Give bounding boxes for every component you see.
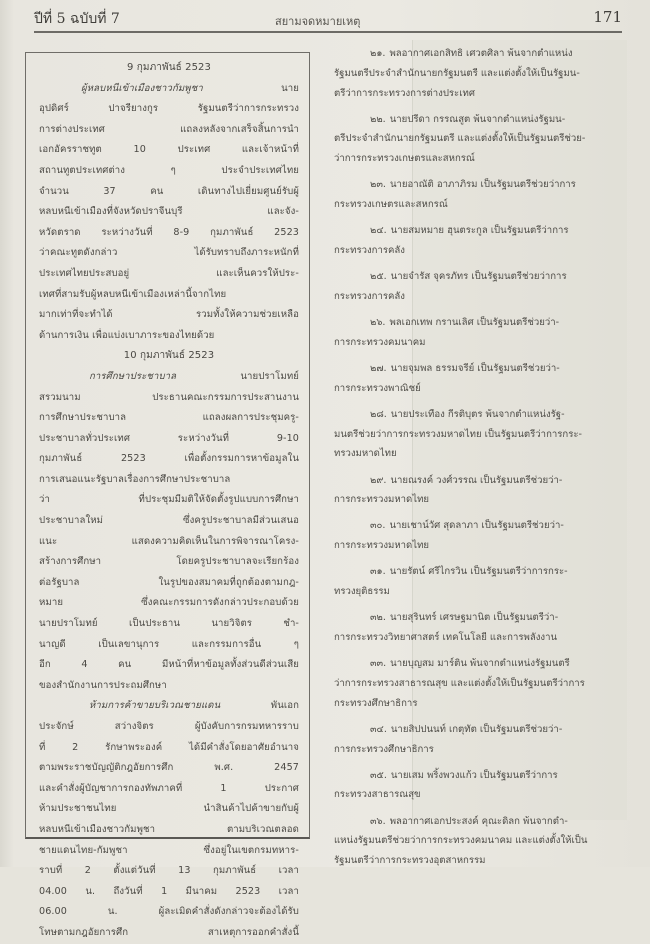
text-line <box>334 490 626 510</box>
item-number: ๓๖. <box>370 815 386 827</box>
line-text: พันเอก <box>270 700 299 712</box>
item-number: ๒๓. <box>370 179 386 191</box>
line-text: ของสำนักงานการประถมศึกษา <box>39 679 167 691</box>
line-text: 04.00 น. ถึงวันที่ 1 มีนาคม 2523 เวลา <box>39 885 299 897</box>
text-line <box>39 799 299 820</box>
line-text: กระทรวงการคลัง <box>334 290 405 302</box>
cabinet-appointments-list <box>334 44 626 877</box>
text-line <box>39 676 299 697</box>
appointment-item <box>334 654 626 713</box>
item-number: ๓๑. <box>370 566 386 578</box>
line-text: นายสุรินทร์ เศรษฐมานิต เป็นรัฐมนตรีว่า- <box>389 612 559 624</box>
line-text: นายเสม พริ้งพวงแก้ว เป็นรัฐมนตรีว่าการ <box>390 769 558 781</box>
text-line <box>334 110 626 130</box>
text-line <box>334 64 626 84</box>
line-text: ประจักษ์ สว่างจิตร ผู้บังคับการกรมทหารราบ <box>39 721 299 732</box>
text-line <box>334 536 626 556</box>
line-text: หลบหนีเข้าเมืองที่จังหวัดปราจีนบุรี และจัง- <box>39 206 299 218</box>
line-text: นายปราโมทย์ เป็นประธาน นายวิจิตร ชำ- <box>39 618 299 630</box>
text-line <box>39 367 299 388</box>
text-line <box>39 882 299 903</box>
text-line <box>334 129 626 149</box>
line-text: การกระทรวงพาณิชย์ <box>334 382 421 394</box>
line-text: ว่า ที่ประชุมมีมติให้จัดตั้งรูปแบบการศึกษา <box>39 494 299 506</box>
text-line <box>39 408 299 429</box>
text-line <box>334 175 626 195</box>
item-number: ๒๙. <box>370 474 387 486</box>
line-text: ประเทศไทยประสบอยู่ และเห็นควรให้ประ- <box>39 267 299 279</box>
line-text: ว่าการกระทรวงสาธารณสุข และแต่งตั้งให้เป็นรัฐมนตรีว่าการ <box>334 677 585 689</box>
line-text: นายรัตน์ ศรีไกรวิน เป็นรัฐมนตรีว่าการกระ- <box>389 566 568 578</box>
line-text: เอกอัครราชทูต 10 ประเทศ และเจ้าหน้าที่ <box>39 144 299 156</box>
text-line <box>334 471 626 491</box>
line-text: มนตรีช่วยว่าการกระทรวงมหาดไทย เป็นรัฐมนตรีว่าการกระ- <box>334 428 582 440</box>
line-text: ประชาบาลใหม่ ซึ่งครูประชาบาลมีส่วนเสนอ <box>39 515 299 527</box>
line-text: อุปดิศร์ ปาจรียางกูร รัฐมนตรีว่าการกระทรวง <box>39 103 299 115</box>
text-line <box>334 720 626 740</box>
entry-date: 10 กุมภาพันธ์ 2523 <box>123 350 215 362</box>
line-text: ทรวงมหาดไทย <box>334 448 397 460</box>
issue-label: ปีที่ 5 ฉบับที่ 7 <box>34 11 120 27</box>
item-number: ๓๐. <box>370 520 386 532</box>
text-line <box>39 532 299 553</box>
text-line <box>334 740 626 760</box>
item-number: ๒๒. <box>370 113 386 125</box>
text-line <box>39 614 299 635</box>
text-line <box>334 674 626 694</box>
text-line <box>39 223 299 244</box>
text-line <box>39 593 299 614</box>
line-text: การศึกษาประชาบาล แถลงผลการประชุมครู- <box>39 412 299 424</box>
text-line <box>39 243 299 264</box>
appointment-item <box>334 608 626 648</box>
text-line <box>39 758 299 779</box>
header-rule <box>34 31 622 33</box>
text-line <box>39 470 299 491</box>
text-line <box>39 696 299 717</box>
appointment-item <box>334 766 626 806</box>
line-text: จำนวน 37 คน เดินทางไปเยี่ยมศูนย์รับผู้ <box>39 185 299 197</box>
text-line <box>334 287 626 307</box>
text-line <box>334 359 626 379</box>
line-text: นายอาณัติ อาภาภิรม เป็นรัฐมนตรีช่วยว่าการ <box>389 179 576 191</box>
text-line <box>334 851 626 871</box>
line-text: นายจำรัส จุครภัทร เป็นรัฐมนตรีช่วยว่าการ <box>390 271 567 283</box>
text-line <box>334 628 626 648</box>
line-text: การต่างประเทศ แถลงหลังจากเสร็จสิ้นการนำ <box>39 123 299 135</box>
text-line <box>334 608 626 628</box>
line-text: หลบหนีเข้าเมืองชาวกัมพูชา ตามบริเวณตลอด <box>39 823 299 835</box>
line-text: นายเชาน์วัศ สุดลาภา เป็นรัฐมนตรีช่วยว่า- <box>389 520 564 532</box>
line-text: การเสนอแนะรัฐบาลเรื่องการศึกษาประชาบาล <box>39 473 231 485</box>
text-line <box>39 552 299 573</box>
text-line <box>39 449 299 470</box>
line-text: พลเอกเทพ กรานเลิศ เป็นรัฐมนตรีช่วยว่า- <box>389 317 560 329</box>
text-line <box>334 267 626 287</box>
text-line <box>334 444 626 464</box>
line-text: สถานทูตประเทศต่าง ๆ ประจำประเทศไทย <box>39 164 299 176</box>
text-line <box>39 841 299 862</box>
text-line <box>334 44 626 64</box>
text-line <box>334 766 626 786</box>
line-text: ทรวงยุติธรรม <box>334 586 390 598</box>
text-line <box>39 264 299 285</box>
text-line <box>334 694 626 714</box>
line-text: นาย <box>281 82 299 94</box>
line-text: พลอากาศเอกสิทธิ เศวตศิลา พ้นจากตำแหน่ง <box>389 48 573 59</box>
text-line <box>39 285 299 306</box>
line-text: หมาย ซึ่งคณะกรรมการดังกล่าวประกอบด้วย <box>39 597 299 609</box>
appointment-item <box>334 359 626 399</box>
appointment-item <box>334 110 626 169</box>
publication-title: สยามจดหมายเหตุ <box>275 15 361 28</box>
text-line <box>39 820 299 841</box>
line-text: การกระทรวงมหาดไทย <box>334 540 430 552</box>
line-text: ที่ 2 รักษาพระองค์ ได้มีคำสั่งโดยอาศัยอำนาจ <box>39 741 299 753</box>
line-text: ห้ามประชาชนไทย นำสินค้าไปค้าขายกับผู้ <box>39 803 299 815</box>
line-text: นายปรีดา กรรณสูต พ้นจากตำแหน่งรัฐมน- <box>389 113 566 125</box>
page-number: 171 <box>593 8 622 26</box>
text-line <box>39 635 299 656</box>
entry-date: 9 กุมภาพันธ์ 2523 <box>127 62 211 73</box>
item-number: ๒๔. <box>370 225 387 237</box>
text-line <box>334 812 626 832</box>
line-text: รัฐมนตรีประจำสำนักนายกรัฐมนตรี และแต่งตั้งให้เป็นรัฐมน- <box>334 67 580 79</box>
boxed-news-column <box>25 52 310 938</box>
line-text: ตรีว่าการกระทรวงการต่างประเทศ <box>334 87 475 99</box>
text-line <box>39 161 299 182</box>
text-line <box>39 429 299 450</box>
line-text: อีก 4 คน มีหน้าที่หาข้อมูลทั้งส่วนดีส่วนเสีย <box>39 659 299 671</box>
appointment-item <box>334 562 626 602</box>
text-line <box>39 182 299 203</box>
text-line <box>39 779 299 800</box>
line-text: ราบที่ 2 ตั้งแต่วันที่ 13 กุมภาพันธ์ เวลา <box>39 865 299 877</box>
line-text: หวัดตราด ระหว่างวันที่ 8-9 กุมภาพันธ์ 2523 <box>39 226 299 238</box>
appointment-item <box>334 405 626 464</box>
line-text: กระทรวงการคลัง <box>334 245 405 257</box>
text-line <box>334 516 626 536</box>
line-text: การกระทรวงมหาดไทย <box>334 494 430 506</box>
line-text: นายสมหมาย ฮุนตระกูล เป็นรัฐมนตรีว่าการ <box>390 225 569 237</box>
text-line <box>39 79 299 100</box>
text-line <box>334 195 626 215</box>
line-text: ต่อรัฐบาล ในรูปของสมาคมที่ถูกต้องตามกฎ- <box>39 576 299 588</box>
line-text: 06.00 น. ผู้ละเมิดคำสั่งดังกล่าวจะต้องได้รับ <box>39 906 299 918</box>
appointment-item <box>334 44 626 103</box>
line-text: การกระทรวงคมนาคม <box>334 336 426 348</box>
text-line <box>334 785 626 805</box>
text-line <box>334 379 626 399</box>
text-line <box>39 202 299 223</box>
text-line <box>334 582 626 602</box>
text-line <box>334 149 626 169</box>
appointment-item <box>334 313 626 353</box>
text-line <box>39 490 299 511</box>
topic-heading: ผู้หลบหนีเข้าเมืองชาวกัมพูชา <box>81 82 203 94</box>
text-line <box>334 562 626 582</box>
line-text: ประชาบาลทั่วประเทศ ระหว่างวันที่ 9-10 <box>39 432 299 444</box>
line-text: ตรีประจำสำนักนายกรัฐมนตรี และแต่งตั้งให้เป็นรัฐมนตรีช่วย- <box>334 133 586 145</box>
item-number: ๓๕. <box>370 769 387 781</box>
line-text: โทษตามกฎอัยการศึก สาเหตุการออกคำสั่งนี้ <box>39 926 299 938</box>
text-line <box>334 405 626 425</box>
appointment-item <box>334 720 626 760</box>
text-line <box>334 313 626 333</box>
text-line <box>334 425 626 445</box>
text-line <box>334 333 626 353</box>
item-number: ๒๕. <box>370 271 387 283</box>
text-line <box>39 120 299 141</box>
item-number: ๒๗. <box>370 362 387 374</box>
line-text: ตามพระราชบัญญัติกฎอัยการศึก พ.ศ. 2457 <box>39 762 299 774</box>
topic-heading: การศึกษาประชาบาล <box>89 370 177 382</box>
appointment-item <box>334 812 626 871</box>
item-number: ๒๖. <box>370 317 386 329</box>
line-text: แหน่งรัฐมนตรีช่วยว่าการกระทรวงคมนาคม และแต่งตั้งให้เป็น <box>334 835 588 847</box>
line-text: ชายแดนไทย-กัมพูชา ซึ่งอยู่ในเขตกรมทหาร- <box>39 844 299 856</box>
appointment-item <box>334 175 626 215</box>
line-text: เทศที่สามรับผู้หลบหนีเข้าเมืองเหล่านี้จากไทย <box>39 288 227 300</box>
line-text: กุมภาพันธ์ 2523 เพื่อตั้งกรรมการหาข้อมูลใน <box>39 453 299 465</box>
line-text: นายประเทือง กีรติบุตร พ้นจากตำแหน่งรัฐ- <box>390 408 565 420</box>
appointment-item <box>334 471 626 511</box>
item-number: ๒๘. <box>370 408 387 420</box>
text-line <box>39 140 299 161</box>
line-text: รัฐมนตรีว่าการกระทรวงอุตสาหกรรม <box>334 855 486 867</box>
line-text: นายสิปปนนท์ เกตุทัต เป็นรัฐมนตรีช่วยว่า- <box>390 723 563 735</box>
text-line <box>39 861 299 882</box>
line-text: นายจุมพล ธรรมจรีย์ เป็นรัฐมนตรีช่วยว่า- <box>390 362 560 374</box>
text-line <box>39 923 299 944</box>
text-line <box>334 831 626 851</box>
line-text: มากเท่าที่จะทำได้ รวมทั้งให้ความช่วยเหลือ <box>39 309 299 321</box>
line-text: สร้างการศึกษา โดยครูประชาบาลจะเรียกร้อง <box>39 556 299 568</box>
text-line <box>39 902 299 923</box>
text-line <box>39 717 299 738</box>
text-line <box>39 738 299 759</box>
line-text: กระทรวงศึกษาธิการ <box>334 697 418 709</box>
text-line <box>39 326 299 347</box>
line-text: นายปราโมทย์ <box>240 370 299 382</box>
text-line <box>39 388 299 409</box>
running-header <box>32 6 622 30</box>
item-number: ๓๓. <box>370 658 387 670</box>
line-text: กระทรวงสาธารณสุข <box>334 789 421 801</box>
text-line <box>39 99 299 120</box>
line-text: การกระทรวงศึกษาธิการ <box>334 743 434 755</box>
text-line <box>39 573 299 594</box>
line-text: นายณรงค์ วงศ์วรรณ เป็นรัฐมนตรีช่วยว่า- <box>390 474 563 486</box>
text-line <box>334 654 626 674</box>
text-line <box>39 511 299 532</box>
item-number: ๒๑. <box>370 48 386 59</box>
line-text: ว่าคณะทูตดังกล่าว ได้รับทราบถึงภาระหนักที่ <box>39 247 299 259</box>
item-number: ๓๔. <box>370 723 387 735</box>
line-text: สรวมนาม ประธานคณะกรรมการประสานงาน <box>39 391 299 403</box>
line-text: ว่าการกระทรวงเกษตรและสหกรณ์ <box>334 153 475 165</box>
text-line <box>334 84 626 104</box>
topic-heading: ห้ามการค้าขายบริเวณชายแดน <box>89 700 221 712</box>
text-line <box>334 221 626 241</box>
line-text: นายบุญสม มาร์ติน พ้นจากตำแหน่งรัฐมนตรี <box>390 658 570 670</box>
text-line <box>39 305 299 326</box>
line-text: การกระทรวงวิทยาศาสตร์ เทคโนโลยี และการพลังงาน <box>334 631 558 643</box>
appointment-item <box>334 221 626 261</box>
text-line <box>39 655 299 676</box>
line-text: พลอากาศเอกประสงค์ คุณะดิลก พ้นจากตำ- <box>389 815 568 827</box>
line-text: ด้านการเงิน เพื่อแบ่งเบาภาระของไทยด้วย <box>39 329 215 341</box>
line-text: และคำสั่งผู้บัญชาการกองทัพภาคที่ 1 ประกาศ <box>39 782 299 794</box>
line-text: นาญดี เป็นเลขานุการ และกรรมการอื่น ๆ <box>39 638 299 650</box>
appointment-item <box>334 267 626 307</box>
text-line <box>334 241 626 261</box>
line-text: กระทรวงเกษตรและสหกรณ์ <box>334 199 448 211</box>
line-text: แนะ แสดงความคิดเห็นในการพิจารณาโครง- <box>39 535 299 547</box>
appointment-item <box>334 516 626 556</box>
item-number: ๓๒. <box>370 612 386 624</box>
